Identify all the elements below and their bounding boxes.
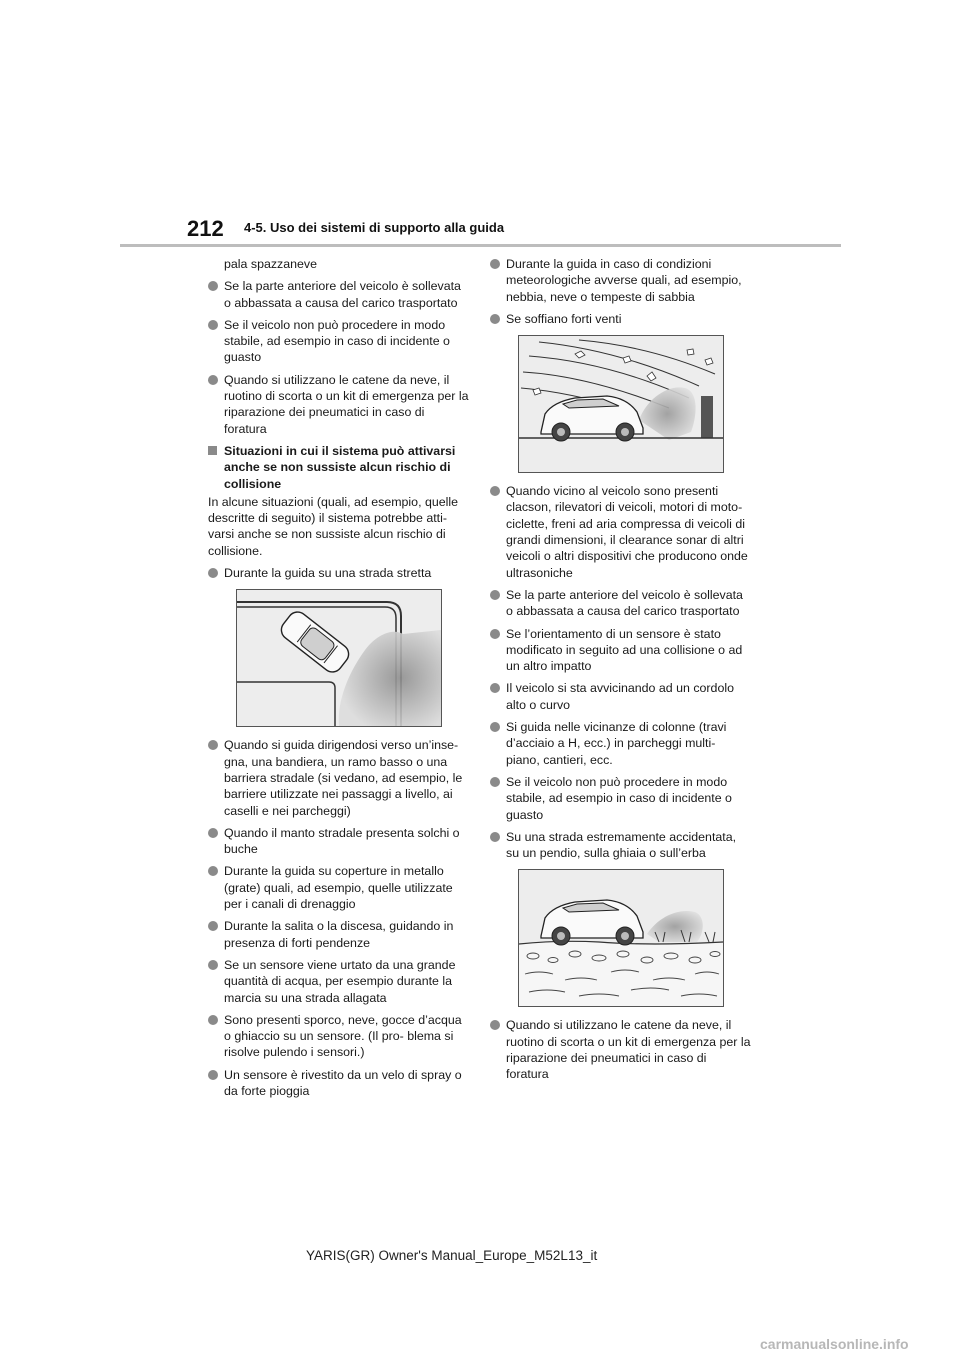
list-item: Sono presenti sporco, neve, gocce d’acqua o ghiaccio su un sensore. (Il pro- blema si risolve pulendo i sensori.) <box>208 1012 470 1061</box>
right-column <box>490 256 752 1089</box>
subsection-heading: Situazioni in cui il sistema può attivarsi anche se non sussiste alcun rischio di collisione <box>208 443 470 492</box>
list-item: Un sensore è rivestito da un velo di spray o da forte pioggia <box>208 1067 470 1100</box>
narrow-road-illustration <box>236 589 442 727</box>
list-item: Se il veicolo non può procedere in modo stabile, ad esempio in caso di incidente o guasto <box>208 317 470 366</box>
list-item: Il veicolo si sta avvicinando ad un cordolo alto o curvo <box>490 680 752 713</box>
list-item: Quando il manto stradale presenta solchi o buche <box>208 825 470 858</box>
list-item: Se soffiano forti venti <box>490 311 752 327</box>
page-number: 212 <box>187 216 224 241</box>
list-item: Quando vicino al veicolo sono presenti clacson, rilevatori di veicoli, motori di moto- ciclette, freni ad aria compressa di veicoli di grandi dimensioni, il clearance sonar di altri veicoli o altri dispositivi che producono onde ultrasoniche <box>490 483 752 581</box>
watermark[interactable]: carmanualsonline.info <box>760 1336 909 1352</box>
list-item: Su una strada estremamente accidentata, su un pendio, sulla ghiaia o sull’erba <box>490 829 752 862</box>
list-item: Quando si utilizzano le catene da neve, il ruotino di scorta o un kit di emergenza per la riparazione dei pneumatici in caso di foratura <box>208 372 470 437</box>
header-rule <box>120 244 841 247</box>
left-column <box>208 256 470 1105</box>
list-item: Se il veicolo non può procedere in modo stabile, ad esempio in caso di incidente o guasto <box>490 774 752 823</box>
continuation-text: pala spazzaneve <box>224 257 317 271</box>
list-item: Se la parte anteriore del veicolo è sollevata o abbassata a causa del carico trasportato <box>490 587 752 620</box>
intro-paragraph: In alcune situazioni (quali, ad esempio, quelle descritte di seguito) il sistema potrebbe atti- varsi anche se non sussiste alcun rischio di collisione. <box>208 494 459 558</box>
list-item: Durante la guida in caso di condizioni meteorologiche avverse quali, ad esempio, nebbia, neve o tempeste di sabbia <box>490 256 752 305</box>
list-item: Se la parte anteriore del veicolo è sollevata o abbassata a causa del carico trasportato <box>208 278 470 311</box>
list-item: Si guida nelle vicinanze di colonne (travi d’acciaio a H, ecc.) in parcheggi multi- piano, cantieri, ecc. <box>490 719 752 768</box>
list-item: Se l’orientamento di un sensore è stato modificato in seguito ad una collisione o ad un altro impatto <box>490 626 752 675</box>
list-item: Se un sensore viene urtato da una grande quantità di acqua, per esempio durante la marcia su una strada allagata <box>208 957 470 1006</box>
list-item: Quando si guida dirigendosi verso un’inse- gna, una bandiera, un ramo basso o una barriera stradale (si vedano, ad esempio, le barriere utilizzate nei passaggi a livello, ai caselli e nei parcheggi) <box>208 737 470 818</box>
manual-footer: YARIS(GR) Owner's Manual_Europe_M52L13_it <box>306 1248 598 1263</box>
rough-road-illustration <box>518 869 724 1007</box>
list-item: Durante la guida su una strada stretta <box>208 565 470 581</box>
strong-wind-illustration <box>518 335 724 473</box>
list-item: Durante la guida su coperture in metallo (grate) quali, ad esempio, quelle utilizzate per i canali di drenaggio <box>208 863 470 912</box>
list-item: Quando si utilizzano le catene da neve, il ruotino di scorta o un kit di emergenza per la riparazione dei pneumatici in caso di foratura <box>490 1017 752 1082</box>
list-item: Durante la salita o la discesa, guidando in presenza di forti pendenze <box>208 918 470 951</box>
section-title: 4-5. Uso dei sistemi di supporto alla guida <box>244 220 505 235</box>
